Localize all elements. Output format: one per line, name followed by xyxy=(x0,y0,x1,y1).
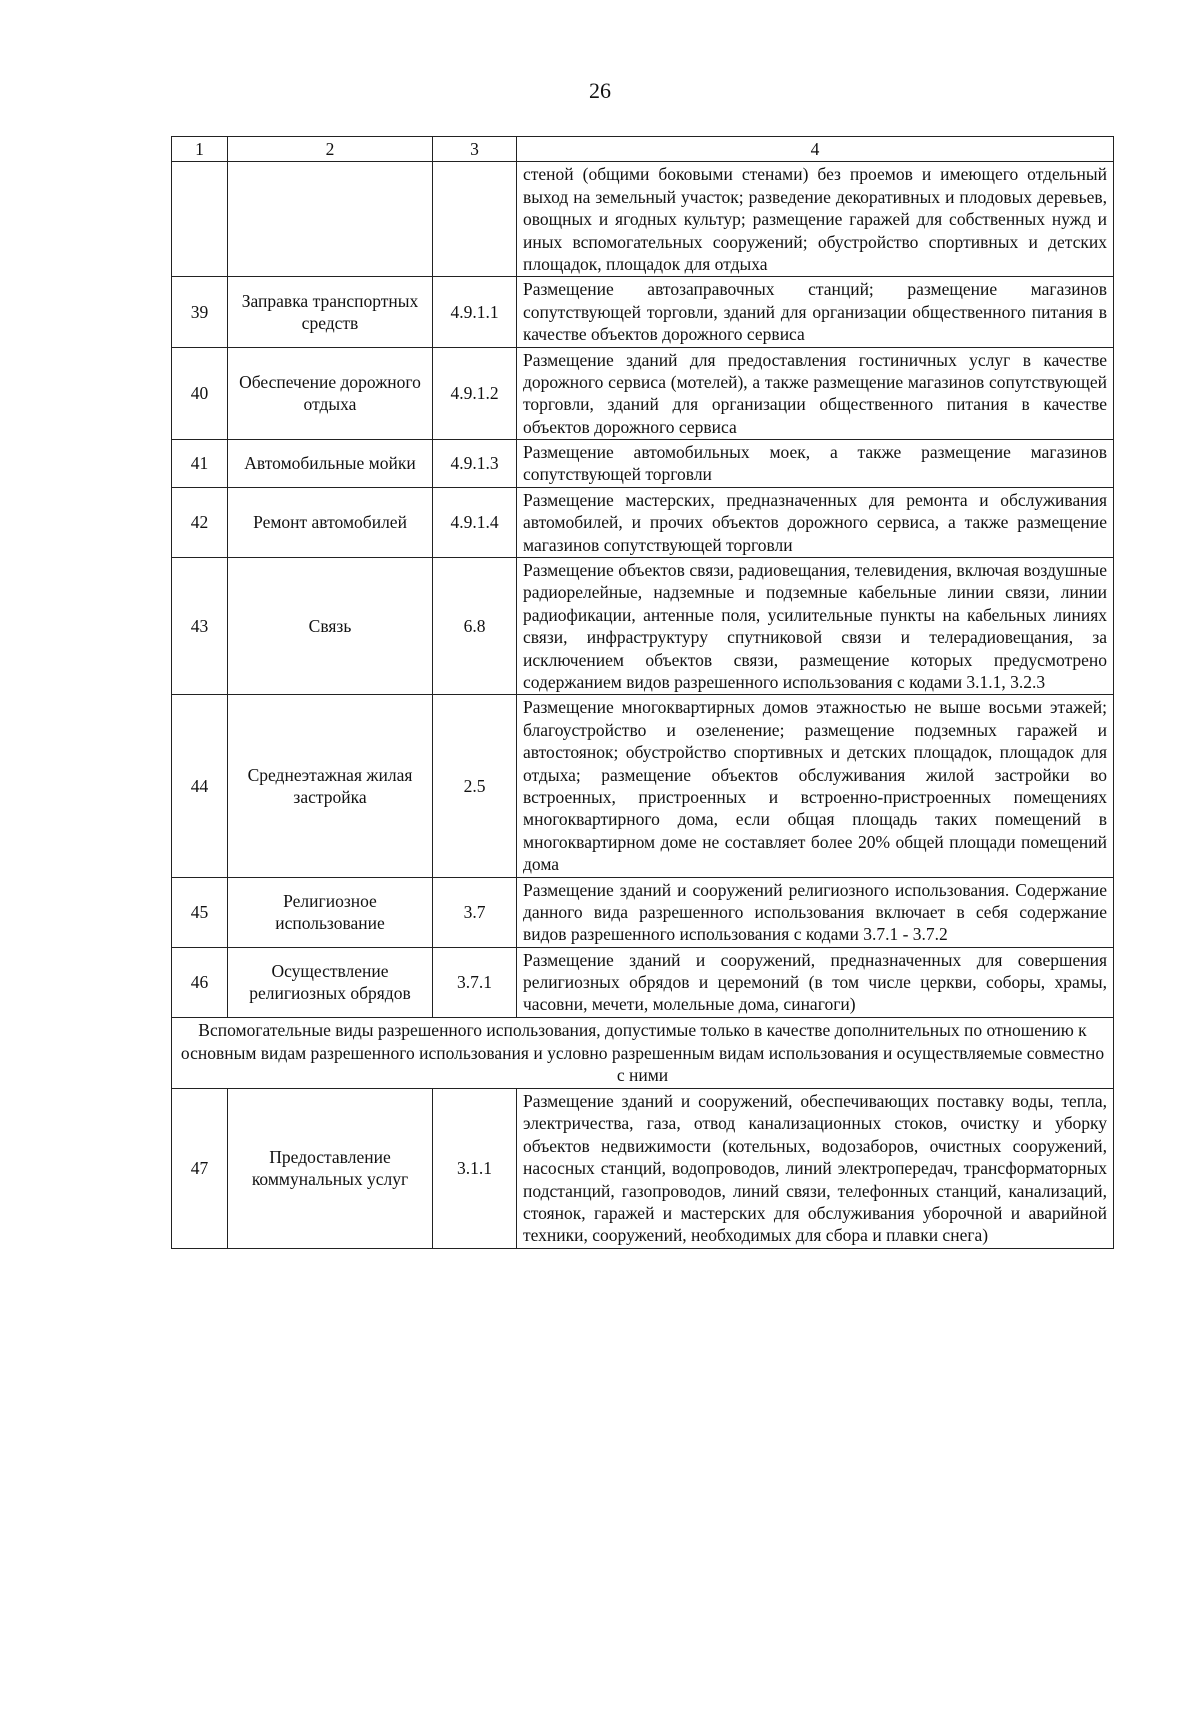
use-name: Обеспечение дорожного отдыха xyxy=(228,347,433,440)
use-description: Размещение объектов связи, радиовещания, телевидения, включая воздушные радиорелейные, надземные и подземные кабельные линии связи, линии радиофикации, антенные поля, усилительные пункты на кабельных линиях связи, инфраструктуру спутниковой связи и телерадиовещания, за исключением объектов связи, размещение которых предусмотрено содержанием видов разрешенного использования с кодами 3.1.1, 3.2.3 xyxy=(517,558,1114,695)
table-row xyxy=(172,162,1114,277)
header-row xyxy=(172,137,1114,162)
use-code: 4.9.1.1 xyxy=(433,277,517,347)
use-description: Размещение мастерских, предназначенных для ремонта и обслуживания автомобилей, и прочих объектов дорожного сервиса, а также размещение магазинов сопутствующей торговли xyxy=(517,487,1114,557)
use-description: стеной (общими боковыми стенами) без проемов и имеющего отдельный выход на земельный участок; разведение декоративных и плодовых деревьев, овощных и ягодных культур; размещение гаражей для собственных нужд и иных вспомогательных сооружений; обустройство спортивных и детских площадок, площадок для отдыха xyxy=(517,162,1114,277)
use-name: Заправка транспортных средств xyxy=(228,277,433,347)
use-description: Размещение зданий и сооружений, предназначенных для совершения религиозных обрядов и церемоний (в том числе церкви, соборы, храмы, часовни, мечети, молельные дома, синагоги) xyxy=(517,947,1114,1017)
table-row xyxy=(172,347,1114,440)
use-name: Осуществление религиозных обрядов xyxy=(228,947,433,1017)
use-name: Автомобильные мойки xyxy=(228,440,433,488)
use-code: 2.5 xyxy=(433,695,517,877)
use-code: 4.9.1.2 xyxy=(433,347,517,440)
header-col-4: 4 xyxy=(517,137,1114,162)
use-name: Связь xyxy=(228,558,433,695)
table-row xyxy=(172,487,1114,557)
use-code: 4.9.1.3 xyxy=(433,440,517,488)
section-heading: Вспомогательные виды разрешенного использования, допустимые только в качестве дополнительных по отношению к основным видам разрешенного использования и условно разрешенным видам использования и осуществляемые совместно с ними xyxy=(172,1017,1114,1088)
use-code: 3.7 xyxy=(433,877,517,947)
table-row xyxy=(172,877,1114,947)
row-number: 46 xyxy=(172,947,228,1017)
row-number: 43 xyxy=(172,558,228,695)
use-code: 6.8 xyxy=(433,558,517,695)
table-row xyxy=(172,558,1114,695)
row-number: 42 xyxy=(172,487,228,557)
use-description: Размещение зданий и сооружений религиозного использования. Содержание данного вида разрешенного использования включает в себя содержание видов разрешенного использования с кодами 3.7.1 - 3.7.2 xyxy=(517,877,1114,947)
use-description: Размещение зданий и сооружений, обеспечивающих поставку воды, тепла, электричества, газа, отвод канализационных стоков, очистку и уборку объектов недвижимости (котельных, водозаборов, очистных сооружений, насосных станций, водопроводов, линий электропередач, трансформаторных подстанций, газопроводов, линий связи, телефонных станций, канализаций, стоянок, гаражей и мастерских для обслуживания уборочной и аварийной техники, сооружений, необходимых для сбора и плавки снега) xyxy=(517,1089,1114,1249)
use-description: Размещение автомобильных моек, а также размещение магазинов сопутствующей торговли xyxy=(517,440,1114,488)
header-col-1: 1 xyxy=(172,137,228,162)
page-number: 26 xyxy=(589,78,611,103)
use-code: 4.9.1.4 xyxy=(433,487,517,557)
row-number: 47 xyxy=(172,1089,228,1249)
table-row xyxy=(172,440,1114,488)
use-name: Предоставление коммунальных услуг xyxy=(228,1089,433,1249)
use-code: 3.1.1 xyxy=(433,1089,517,1249)
section-heading-row xyxy=(172,1017,1114,1088)
use-description: Размещение автозаправочных станций; размещение магазинов сопутствующей торговли, зданий для организации общественного питания в качестве объектов дорожного сервиса xyxy=(517,277,1114,347)
land-use-table xyxy=(171,136,1114,1249)
use-code: 3.7.1 xyxy=(433,947,517,1017)
row-number: 40 xyxy=(172,347,228,440)
use-name: Религиозное использование xyxy=(228,877,433,947)
use-description: Размещение зданий для предоставления гостиничных услуг в качестве дорожного сервиса (мотелей), а также размещение магазинов сопутствующей торговли, зданий для организации общественного питания в качестве объектов дорожного сервиса xyxy=(517,347,1114,440)
use-name: Ремонт автомобилей xyxy=(228,487,433,557)
use-name xyxy=(228,162,433,277)
header-col-3: 3 xyxy=(433,137,517,162)
header-col-2: 2 xyxy=(228,137,433,162)
row-number: 41 xyxy=(172,440,228,488)
row-number: 45 xyxy=(172,877,228,947)
row-number xyxy=(172,162,228,277)
table-row xyxy=(172,695,1114,877)
table-row xyxy=(172,1089,1114,1249)
table-row xyxy=(172,947,1114,1017)
use-code xyxy=(433,162,517,277)
row-number: 44 xyxy=(172,695,228,877)
use-name: Среднеэтажная жилая застройка xyxy=(228,695,433,877)
table-row xyxy=(172,277,1114,347)
use-description: Размещение многоквартирных домов этажностью не выше восьми этажей; благоустройство и озеленение; размещение подземных гаражей и автостоянок; обустройство спортивных и детских площадок, площадок для отдыха; размещение объектов обслуживания жилой застройки во встроенных, пристроенных и встроенно-пристроенных помещениях многоквартирного дома, если общая площадь таких помещений в многоквартирном доме не составляет более 20% общей площади помещений дома xyxy=(517,695,1114,877)
row-number: 39 xyxy=(172,277,228,347)
